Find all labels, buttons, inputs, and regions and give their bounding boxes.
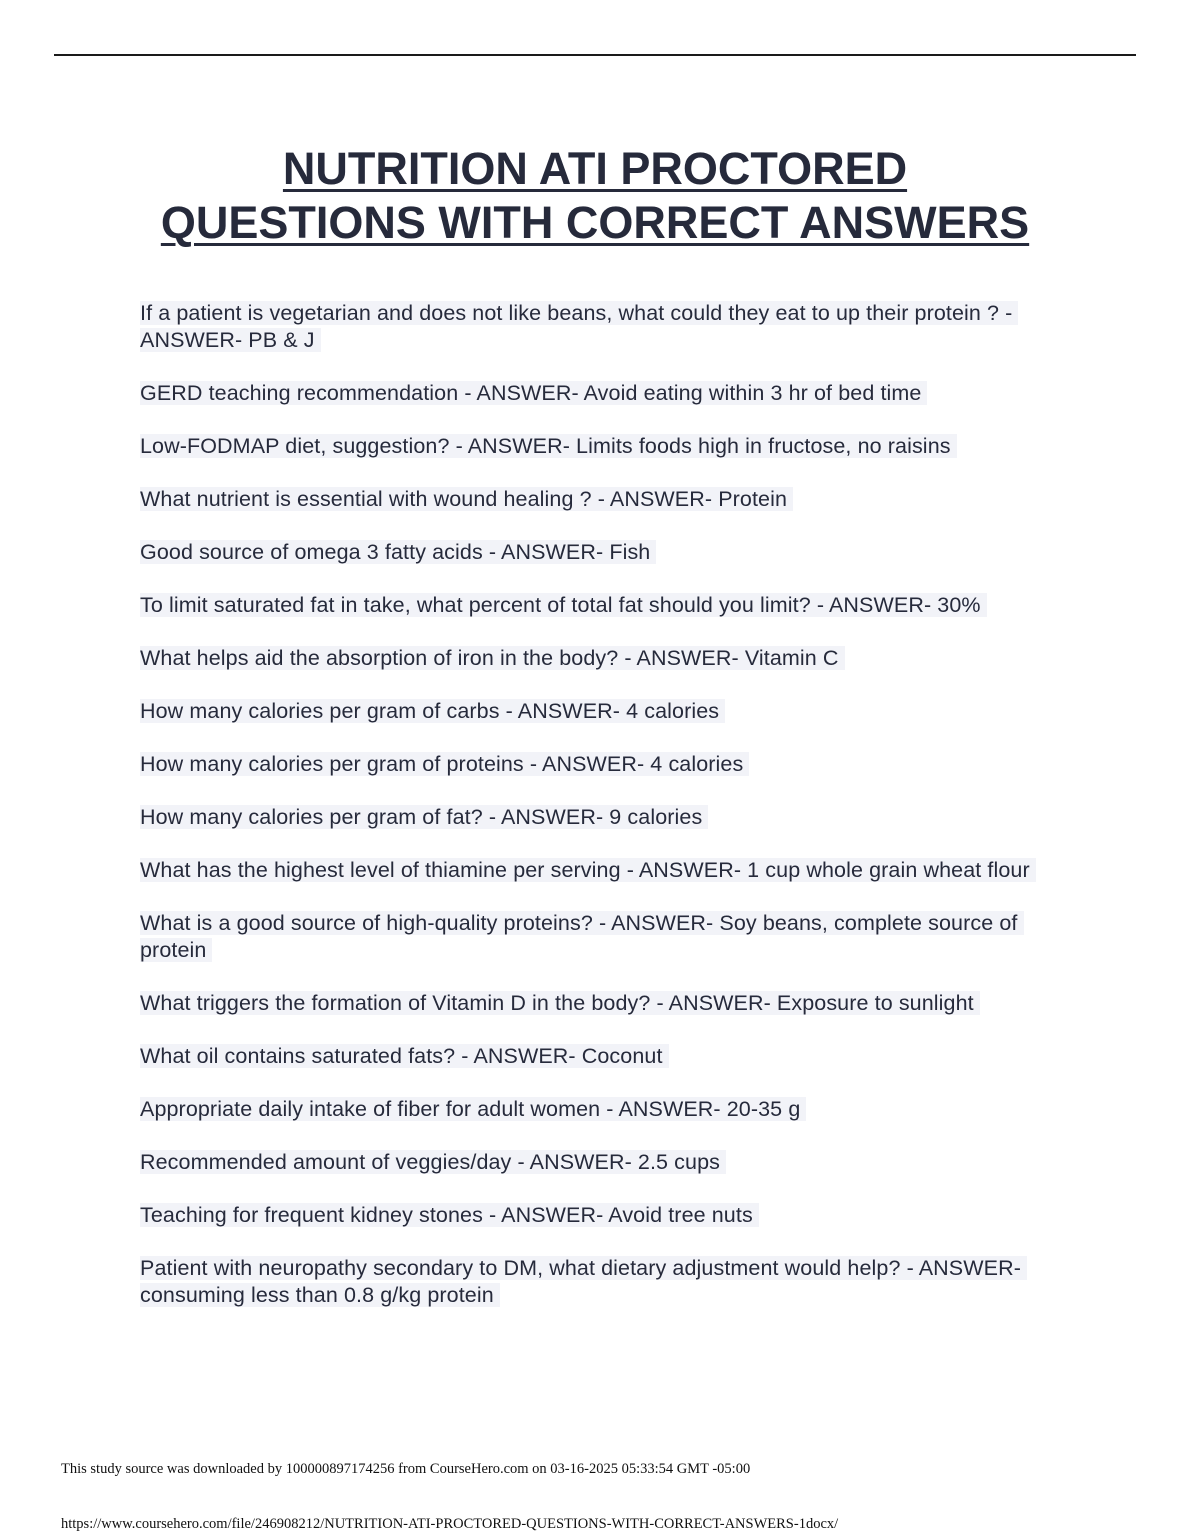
qa-text: What oil contains saturated fats? - ANSWER- Coconut [140, 1044, 669, 1068]
qa-text: What nutrient is essential with wound healing ? - ANSWER- Protein [140, 487, 793, 511]
qa-item [140, 1202, 1052, 1229]
qa-item [140, 539, 1052, 566]
page-title [100, 142, 1090, 250]
qa-text: Patient with neuropathy secondary to DM, what dietary adjustment would help? - ANSWER- consuming less than 0.8 g/kg protein [140, 1256, 1027, 1307]
qa-text: If a patient is vegetarian and does not like beans, what could they eat to up their protein ? - ANSWER- PB & J [140, 301, 1018, 352]
qa-item [140, 990, 1052, 1017]
qa-text: Low-FODMAP diet, suggestion? - ANSWER- Limits foods high in fructose, no raisins [140, 434, 957, 458]
qa-text: How many calories per gram of fat? - ANSWER- 9 calories [140, 805, 708, 829]
qa-text: How many calories per gram of carbs - ANSWER- 4 calories [140, 699, 725, 723]
qa-text: What triggers the formation of Vitamin D in the body? - ANSWER- Exposure to sunlight [140, 991, 980, 1015]
qa-item [140, 1149, 1052, 1176]
source-url[interactable]: https://www.coursehero.com/file/246908212/NUTRITION-ATI-PROCTORED-QUESTIONS-WITH-CORRECT-ANSWERS-1docx/ [61, 1516, 839, 1532]
qa-text: Appropriate daily intake of fiber for adult women - ANSWER- 20-35 g [140, 1097, 806, 1121]
qa-item [140, 857, 1052, 884]
title-line-2: QUESTIONS WITH CORRECT ANSWERS [160, 197, 1030, 248]
qa-text: Recommended amount of veggies/day - ANSWER- 2.5 cups [140, 1150, 726, 1174]
qa-item [140, 910, 1052, 964]
qa-text: What has the highest level of thiamine per serving - ANSWER- 1 cup whole grain wheat flour [140, 858, 1036, 882]
qa-item [140, 751, 1052, 778]
qa-item [140, 1255, 1052, 1309]
top-divider [54, 54, 1136, 56]
qa-text: What is a good source of high-quality proteins? - ANSWER- Soy beans, complete source of protein [140, 911, 1024, 962]
qa-item [140, 592, 1052, 619]
qa-text: Teaching for frequent kidney stones - ANSWER- Avoid tree nuts [140, 1203, 759, 1227]
qa-text: Good source of omega 3 fatty acids - ANSWER- Fish [140, 540, 656, 564]
qa-item [140, 300, 1052, 354]
qa-item [140, 645, 1052, 672]
qa-text: What helps aid the absorption of iron in the body? - ANSWER- Vitamin C [140, 646, 845, 670]
qa-item [140, 486, 1052, 513]
qa-item [140, 433, 1052, 460]
qa-text: How many calories per gram of proteins - ANSWER- 4 calories [140, 752, 749, 776]
qa-item [140, 804, 1052, 831]
qa-item [140, 1043, 1052, 1070]
qa-item [140, 380, 1052, 407]
qa-item [140, 1096, 1052, 1123]
qa-list [140, 300, 1052, 1335]
qa-text: To limit saturated fat in take, what percent of total fat should you limit? - ANSWER- 30% [140, 593, 987, 617]
qa-text: GERD teaching recommendation - ANSWER- Avoid eating within 3 hr of bed time [140, 381, 927, 405]
title-line-1: NUTRITION ATI PROCTORED [282, 143, 908, 194]
qa-item [140, 698, 1052, 725]
download-source-note: This study source was downloaded by 100000897174256 from CourseHero.com on 03-16-2025 05:33:54 GMT -05:00 [61, 1461, 751, 1477]
